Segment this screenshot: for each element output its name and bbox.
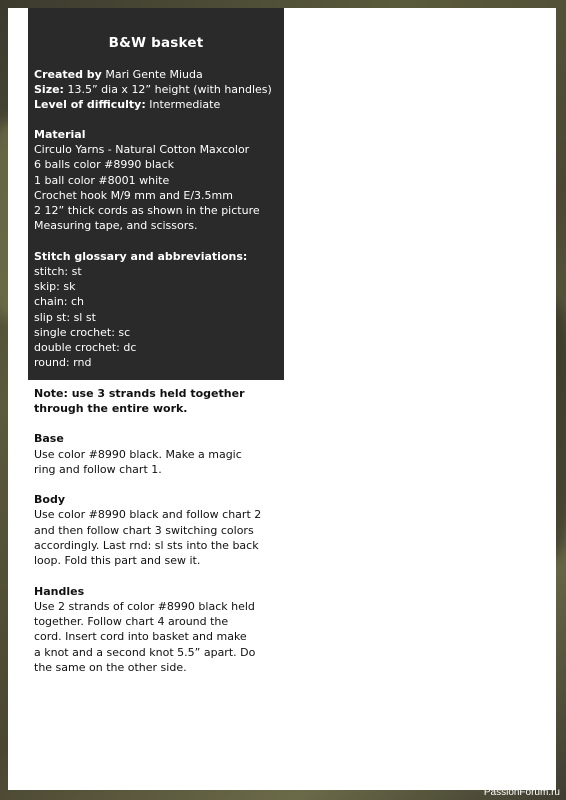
handles-heading: Handles <box>34 585 85 598</box>
body-line: Use color #8990 black and follow chart 2 <box>34 508 262 521</box>
body-line: loop. Fold this part and sew it. <box>34 554 201 567</box>
handles-line: cord. Insert cord into basket and make <box>34 630 247 643</box>
glossary-line: chain: ch <box>34 295 85 308</box>
base-line: Use color #8990 black. Make a magic <box>34 448 242 461</box>
handles-line: together. Follow chart 4 around the <box>34 615 229 628</box>
header-info-box <box>28 8 284 380</box>
created-by-line <box>34 67 203 82</box>
created-by-value: Mari Gente Miuda <box>105 68 203 81</box>
glossary-line: skip: sk <box>34 280 76 293</box>
material-line: 6 balls color #8990 black <box>34 158 175 171</box>
watermark: PassionForum.ru <box>483 787 560 798</box>
glossary-line: single crochet: sc <box>34 326 131 339</box>
material-line: 1 ball color #8001 white <box>34 174 170 187</box>
handles-line: Use 2 strands of color #8990 black held <box>34 600 255 613</box>
material-line: Circulo Yarns - Natural Cotton Maxcolor <box>34 143 250 156</box>
size-line <box>34 82 272 97</box>
page-title: B&W basket <box>108 35 204 51</box>
created-by-label: Created by <box>34 68 102 81</box>
body-line: accordingly. Last rnd: sl sts into the back <box>34 539 259 552</box>
glossary-heading: Stitch glossary and abbreviations: <box>34 250 248 263</box>
difficulty-value: Intermediate <box>149 98 221 111</box>
note-line: Note: use 3 strands held together <box>34 387 245 400</box>
body-heading: Body <box>34 493 65 506</box>
size-label: Size: <box>34 83 64 96</box>
material-line: Measuring tape, and scissors. <box>34 219 198 232</box>
glossary-line: slip st: sl st <box>34 311 96 324</box>
material-heading: Material <box>34 128 86 141</box>
document-page <box>8 8 556 790</box>
body-line: and then follow chart 3 switching colors <box>34 524 254 537</box>
material-line: 2 12” thick cords as shown in the picture <box>34 204 260 217</box>
base-line: ring and follow chart 1. <box>34 463 162 476</box>
size-value: 13.5” dia x 12” height (with handles) <box>67 83 272 96</box>
handles-line: the same on the other side. <box>34 661 187 674</box>
note-line: through the entire work. <box>34 402 188 415</box>
glossary-line: double crochet: dc <box>34 341 137 354</box>
handles-line: a knot and a second knot 5.5” apart. Do <box>34 646 256 659</box>
base-heading: Base <box>34 432 64 445</box>
glossary-line: round: rnd <box>34 356 92 369</box>
difficulty-line <box>34 97 220 112</box>
difficulty-label: Level of difficulty: <box>34 98 146 111</box>
material-line: Crochet hook M/9 mm and E/3.5mm <box>34 189 233 202</box>
glossary-line: stitch: st <box>34 265 82 278</box>
